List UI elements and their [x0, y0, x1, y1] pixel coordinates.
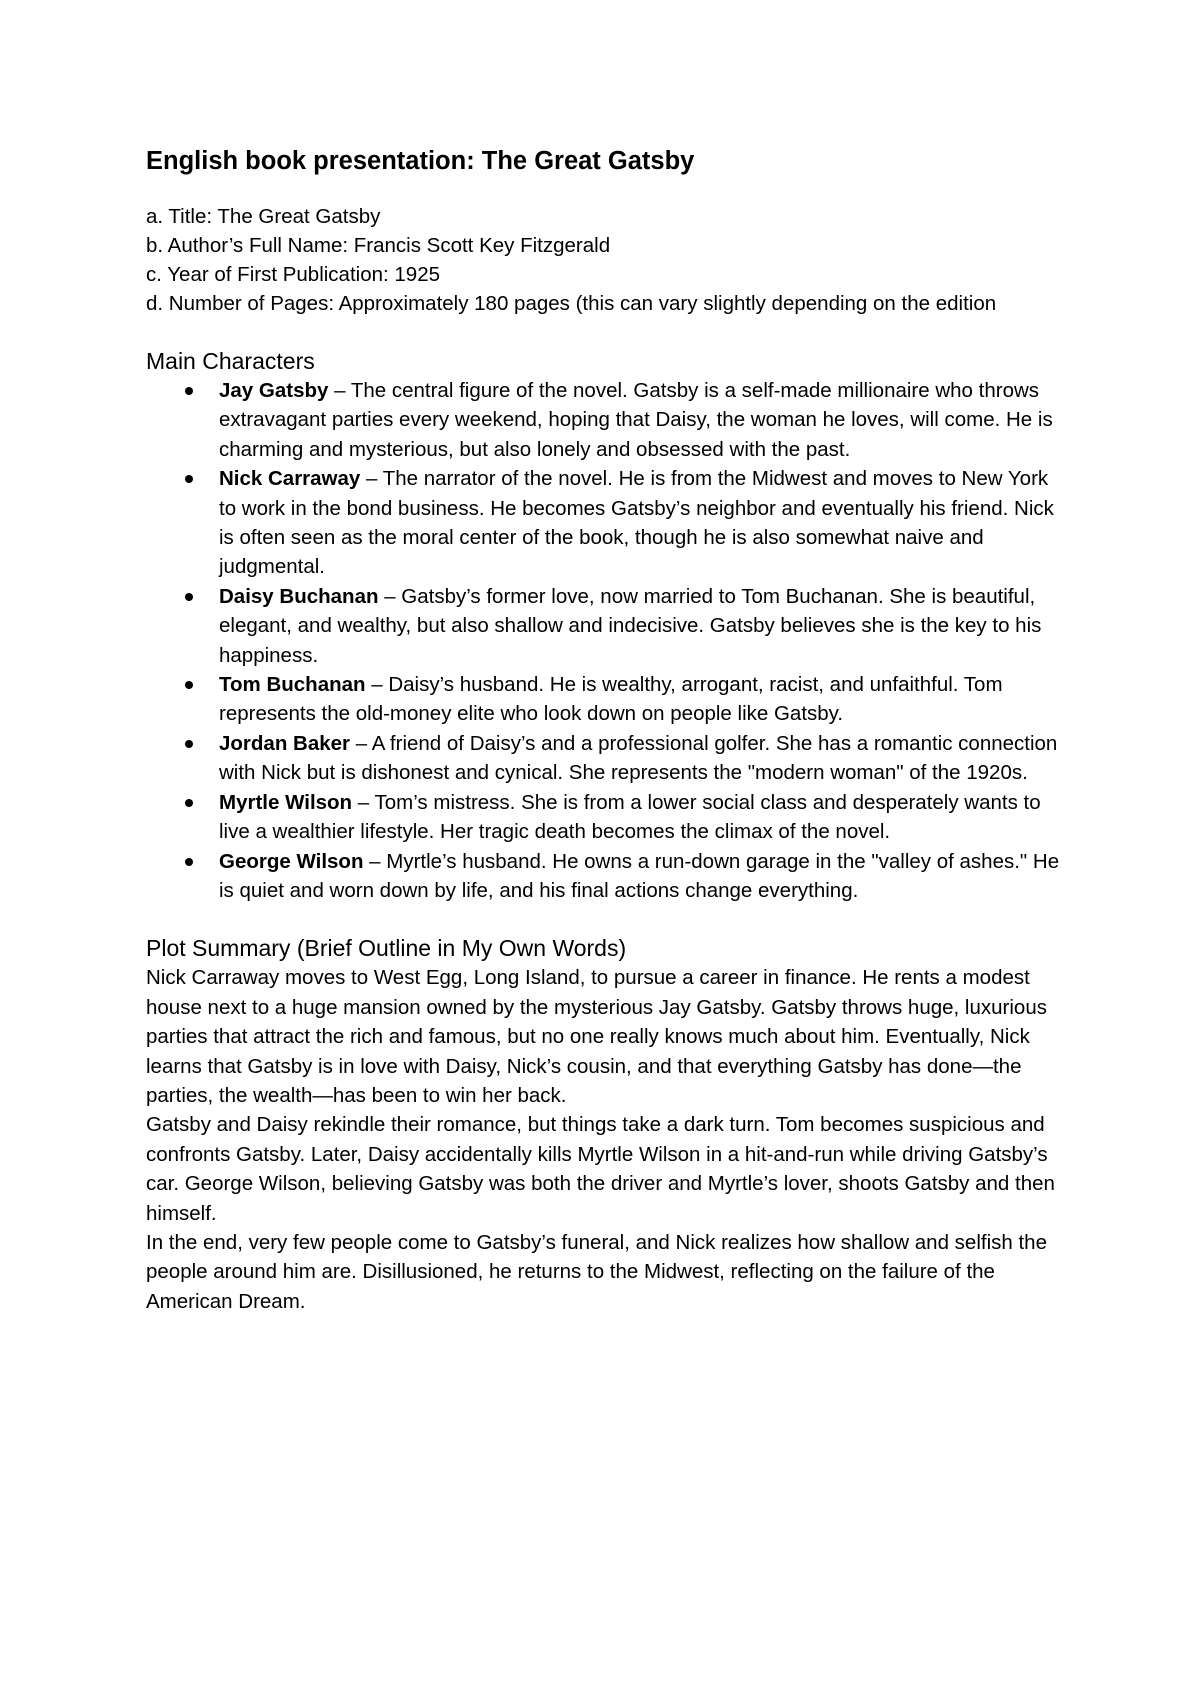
character-name: Daisy Buchanan [219, 584, 379, 608]
book-info [146, 202, 1066, 318]
list-item [146, 376, 1066, 464]
character-description: – Daisy’s husband. He is wealthy, arrogant, racist, and unfaithful. Tom represents the old-money elite who look down on people like Gatsby. [219, 673, 1003, 726]
character-name: Tom Buchanan [219, 673, 366, 697]
document-title: English book presentation: The Great Gatsby [146, 147, 695, 175]
bullet-icon [185, 858, 193, 866]
list-item [146, 788, 1066, 847]
character-description: – The central figure of the novel. Gatsby is a self-made millionaire who throws extravagant parties every weekend, hoping that Daisy, the woman he loves, will come. He is charming and mysterious, but also lonely and obsessed with the past. [219, 379, 1053, 461]
info-author: b. Author’s Full Name: Francis Scott Key Fitzgerald [146, 234, 611, 257]
plot-summary-heading: Plot Summary (Brief Outline in My Own Words) [146, 935, 627, 962]
info-title: a. Title: The Great Gatsby [146, 205, 381, 228]
bullet-icon [185, 475, 193, 483]
bullet-icon [185, 740, 193, 748]
character-name: Jay Gatsby [219, 379, 329, 402]
list-item [146, 670, 1066, 729]
character-description: – Tom’s mistress. She is from a lower social class and desperately wants to live a wealthier lifestyle. Her tragic death becomes the climax of the novel. [219, 790, 1041, 844]
plot-summary [146, 963, 1066, 1316]
bullet-icon [185, 593, 193, 601]
characters-list [146, 376, 1066, 905]
character-name: George Wilson [219, 849, 364, 873]
bullet-icon [185, 387, 193, 395]
list-item [146, 729, 1066, 788]
bullet-icon [185, 681, 193, 689]
main-characters-heading: Main Characters [146, 348, 315, 374]
info-pages: d. Number of Pages: Approximately 180 pages (this can vary slightly depending on the edition [146, 292, 997, 315]
bullet-icon [185, 799, 193, 807]
plot-paragraph: In the end, very few people come to Gatsby’s funeral, and Nick realizes how shallow and selfish the people around him are. Disillusioned, he returns to the Midwest, reflecting on the failure of the American Dream. [146, 1230, 1047, 1313]
plot-paragraph: Gatsby and Daisy rekindle their romance, but things take a dark turn. Tom becomes suspicious and confronts Gatsby. Later, Daisy accidentally kills Myrtle Wilson in a hit-and-run while driving Gatsby’s car. George Wilson, believing Gatsby was both the driver and Myrtle’s lover, shoots Gatsby and then himself. [146, 1113, 1055, 1225]
character-name: Nick Carraway [219, 467, 361, 491]
character-description: – A friend of Daisy’s and a professional golfer. She has a romantic connection with Nick but is dishonest and cynical. She represents the "modern woman" of the 1920s. [219, 731, 1058, 785]
list-item [146, 582, 1066, 670]
plot-paragraph: Nick Carraway moves to West Egg, Long Island, to pursue a career in finance. He rents a modest house next to a huge mansion owned by the mysterious Jay Gatsby. Gatsby throws huge, luxurious parties that attract the rich and famous, but no one really knows much about him. Eventually, Nick learns that Gatsby is in love with Daisy, Nick’s cousin, and that everything Gatsby has done—the parties, the wealth—has been to win her back. [146, 966, 1047, 1107]
character-name: Myrtle Wilson [219, 790, 353, 814]
character-name: Jordan Baker [219, 731, 351, 755]
character-description: – The narrator of the novel. He is from the Midwest and moves to New York to work in the bond business. He becomes Gatsby’s neighbor and eventually his friend. Nick is often seen as the moral center of the book, though he is also somewhat naive and judgmental. [219, 467, 1054, 579]
character-description: – Myrtle’s husband. He owns a run-down garage in the "valley of ashes." He is quiet and worn down by life, and his final actions change everything. [219, 849, 1060, 902]
list-item [146, 464, 1066, 582]
list-item [146, 847, 1066, 906]
character-description: – Gatsby’s former love, now married to Tom Buchanan. She is beautiful, elegant, and wealthy, but also shallow and indecisive. Gatsby believes she is the key to his happiness. [219, 584, 1042, 667]
document-page [146, 144, 1066, 1316]
info-year: c. Year of First Publication: 1925 [146, 263, 441, 286]
